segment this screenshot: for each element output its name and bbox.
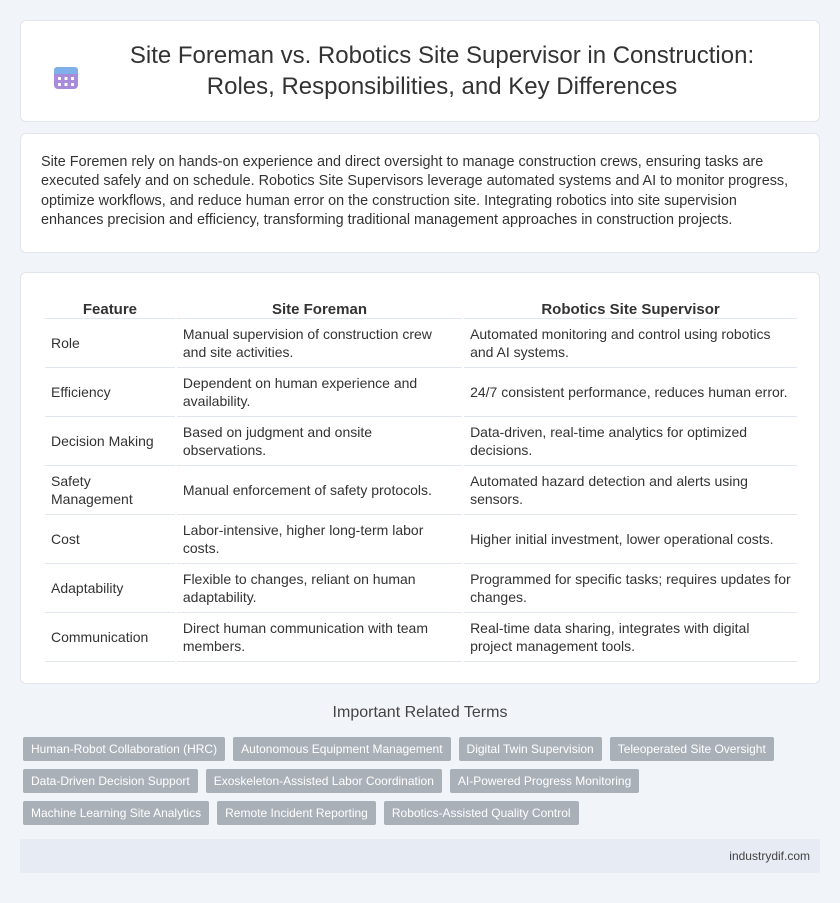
row-robotics-value: Higher initial investment, lower operational costs. [464, 515, 797, 564]
header-robotics-supervisor: Robotics Site Supervisor [464, 295, 797, 319]
row-robotics-value: Programmed for specific tasks; requires updates for changes. [464, 564, 797, 613]
table-header-row [45, 295, 797, 319]
row-robotics-value: 24/7 consistent performance, reduces human error. [464, 368, 797, 417]
calendar-icon [53, 64, 79, 90]
related-terms-tags [23, 737, 813, 825]
row-foreman-value: Manual enforcement of safety protocols. [177, 466, 462, 515]
table-row [45, 368, 797, 417]
comparison-table-card [20, 272, 820, 684]
related-term-tag[interactable]: Machine Learning Site Analytics [23, 801, 209, 825]
related-term-tag[interactable]: AI-Powered Progress Monitoring [450, 769, 639, 793]
header-site-foreman: Site Foreman [177, 295, 462, 319]
row-feature: Efficiency [45, 368, 175, 417]
related-term-tag[interactable]: Teleoperated Site Oversight [610, 737, 774, 761]
row-feature: Safety Management [45, 466, 175, 515]
footer-site-link[interactable]: industrydif.com [729, 849, 810, 863]
row-foreman-value: Direct human communication with team members. [177, 613, 462, 662]
row-robotics-value: Automated monitoring and control using robotics and AI systems. [464, 319, 797, 368]
row-robotics-value: Data-driven, real-time analytics for optimized decisions. [464, 417, 797, 466]
table-row [45, 417, 797, 466]
related-term-tag[interactable]: Autonomous Equipment Management [233, 737, 450, 761]
row-feature: Adaptability [45, 564, 175, 613]
related-terms-title: Important Related Terms [332, 704, 508, 721]
row-feature: Decision Making [45, 417, 175, 466]
table-row [45, 466, 797, 515]
table-row [45, 515, 797, 564]
row-robotics-value: Real-time data sharing, integrates with digital project management tools. [464, 613, 797, 662]
row-foreman-value: Dependent on human experience and availability. [177, 368, 462, 417]
related-term-tag[interactable]: Robotics-Assisted Quality Control [384, 801, 579, 825]
related-term-tag[interactable]: Human-Robot Collaboration (HRC) [23, 737, 225, 761]
comparison-table [43, 295, 799, 662]
table-row [45, 319, 797, 368]
row-foreman-value: Labor-intensive, higher long-term labor costs. [177, 515, 462, 564]
intro-paragraph: Site Foremen rely on hands-on experience and direct oversight to manage construction crews, ensuring tasks are executed safely and on schedule. Robotics Site Supervisors leverage automated systems and AI to monitor progress, optimize workflows, and reduce human error on the construction site. Integrating robotics into site supervision enhances precision and efficiency, transforming traditional management approaches in construction projects. [41, 154, 789, 229]
header-feature: Feature [45, 295, 175, 319]
related-term-tag[interactable]: Exoskeleton-Assisted Labor Coordination [206, 769, 442, 793]
row-feature: Communication [45, 613, 175, 662]
row-foreman-value: Manual supervision of construction crew and site activities. [177, 319, 462, 368]
intro-card [20, 133, 820, 253]
related-term-tag[interactable]: Remote Incident Reporting [217, 801, 376, 825]
row-foreman-value: Flexible to changes, reliant on human adaptability. [177, 564, 462, 613]
header-inner [53, 40, 787, 102]
footer [20, 839, 820, 873]
table-row [45, 613, 797, 662]
header-card [20, 20, 820, 122]
row-robotics-value: Automated hazard detection and alerts using sensors. [464, 466, 797, 515]
row-feature: Cost [45, 515, 175, 564]
page-title: Site Foreman vs. Robotics Site Supervisor in Construction: Roles, Responsibilities, and Key Differences [129, 42, 755, 100]
row-feature: Role [45, 319, 175, 368]
row-foreman-value: Based on judgment and onsite observations. [177, 417, 462, 466]
table-row [45, 564, 797, 613]
related-term-tag[interactable]: Data-Driven Decision Support [23, 769, 198, 793]
related-term-tag[interactable]: Digital Twin Supervision [459, 737, 602, 761]
